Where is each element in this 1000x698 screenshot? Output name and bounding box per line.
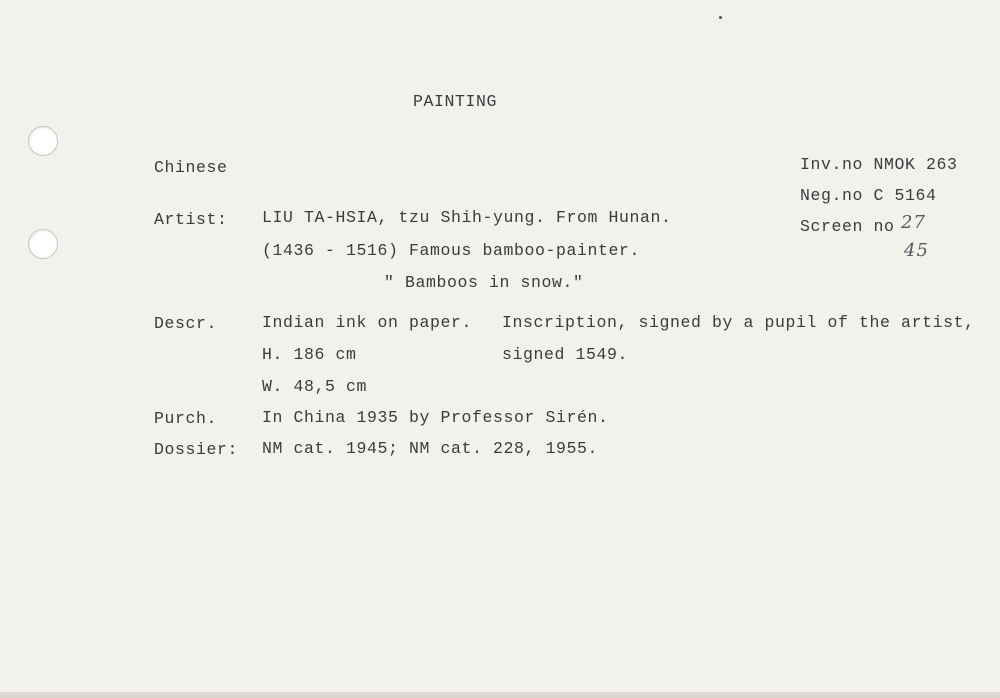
origin-label: Chinese (154, 158, 228, 177)
painting-title: " Bamboos in snow." (384, 273, 584, 292)
card-heading: PAINTING (413, 92, 498, 111)
purchase-label: Purch. (154, 409, 218, 428)
purchase-text: In China 1935 by Professor Sirén. (262, 408, 609, 427)
inscription-text: Inscription, signed by a pupil of the artist, (502, 313, 975, 332)
dossier-label: Dossier: (154, 440, 239, 459)
artist-name: LIU TA-HSIA, tzu Shih-yung. From Hunan. (262, 208, 672, 227)
width-text: W. 48,5 cm (262, 377, 368, 396)
negative-number: Neg.no C 5164 (800, 186, 937, 205)
height-text: H. 186 cm (262, 345, 357, 364)
artist-dates: (1436 - 1516) Famous bamboo-painter. (262, 241, 641, 260)
punch-hole (28, 229, 58, 259)
ink-speck (719, 16, 722, 19)
dossier-text: NM cat. 1945; NM cat. 228, 1955. (262, 439, 599, 458)
screen-number-handwritten-2: 45 (904, 240, 929, 261)
medium-text: Indian ink on paper. (262, 313, 473, 332)
inventory-number: Inv.no NMOK 263 (800, 155, 958, 174)
screen-number-handwritten: 27 (901, 212, 926, 233)
screen-number-label: Screen no (800, 217, 895, 236)
punch-hole (28, 126, 58, 156)
card-edge (0, 692, 1000, 698)
description-label: Descr. (154, 314, 218, 333)
inscription-date: signed 1549. (502, 345, 629, 364)
artist-label: Artist: (154, 210, 228, 229)
